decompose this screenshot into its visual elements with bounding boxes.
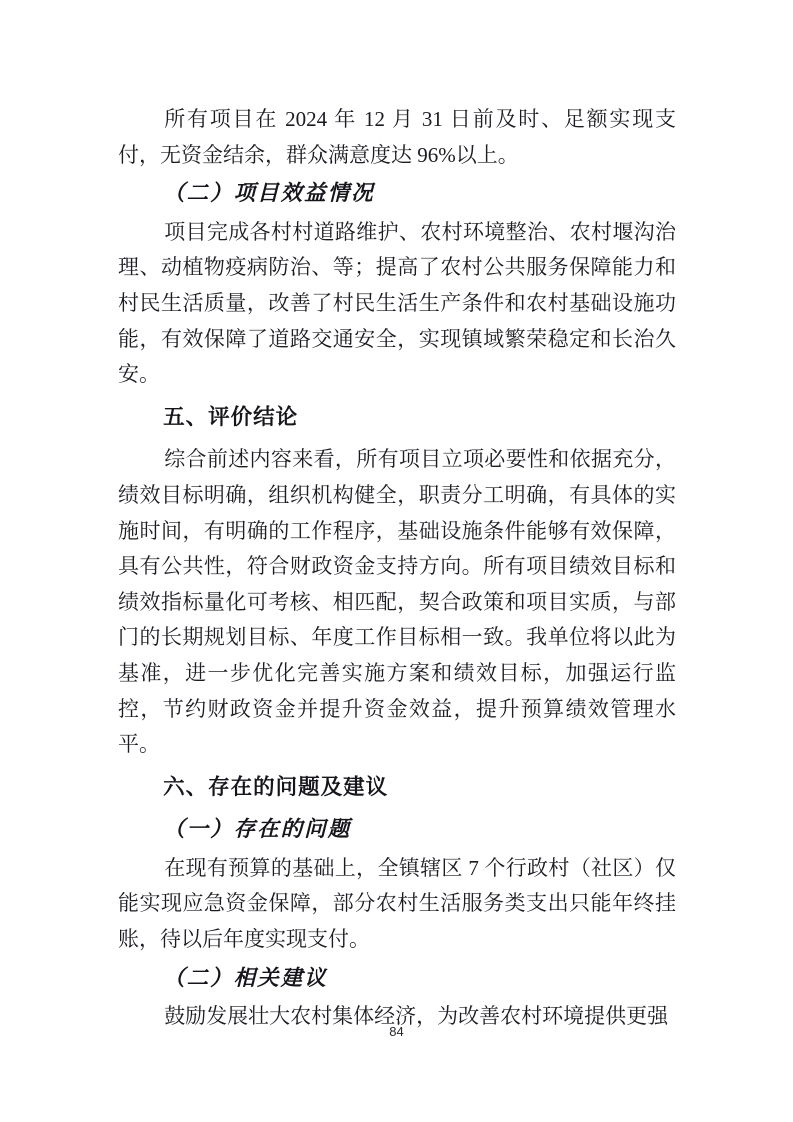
body-paragraph: 所有项目在 2024 年 12 月 31 日前及时、足额实现支付，无资金结余，群众满意度达 96%以上。 xyxy=(118,107,676,167)
document-body xyxy=(118,102,676,1035)
body-paragraph: 项目完成各村村道路维护、农村环境整治、农村堰沟治理、动植物疫病防治、等；提高了农村公共服务保障能力和村民生活质量，改善了村民生活生产条件和农村基础设施功能，有效保障了道路交通安全，实现镇域繁荣稳定和长治久安。 xyxy=(118,219,676,387)
section-heading: 五、评价结论 xyxy=(163,404,299,429)
body-paragraph: 鼓励发展壮大农村集体经济，为改善农村环境提供更强 xyxy=(164,1004,669,1029)
sub-heading: （一）存在的问题 xyxy=(163,817,352,842)
sub-heading: （二）相关建议 xyxy=(163,965,328,990)
section-heading: 六、存在的问题及建议 xyxy=(163,774,389,799)
page-number: 84 xyxy=(389,1024,404,1039)
body-paragraph: 综合前述内容来看，所有项目立项必要性和依据充分，绩效目标明确，组织机构健全，职责分工明确，有具体的实施时间，有明确的工作程序，基础设施条件能够有效保障，具有公共性，符合财政资金支持方向。所有项目绩效目标和绩效指标量化可考核、相匹配，契合政策和项目实质，与部门的长期规划目标、年度工作目标相一致。我单位将以此为基准，进一步优化完善实施方案和绩效目标，加强运行监控，节约财政资金并提升资金效益，提升预算绩效管理水平。 xyxy=(118,447,676,757)
body-paragraph: 在现有预算的基础上，全镇辖区 7 个行政村（社区）仅能实现应急资金保障，部分农村生活服务类支出只能年终挂账，待以后年度实现支付。 xyxy=(118,855,676,952)
sub-heading: （二）项目效益情况 xyxy=(163,181,375,206)
